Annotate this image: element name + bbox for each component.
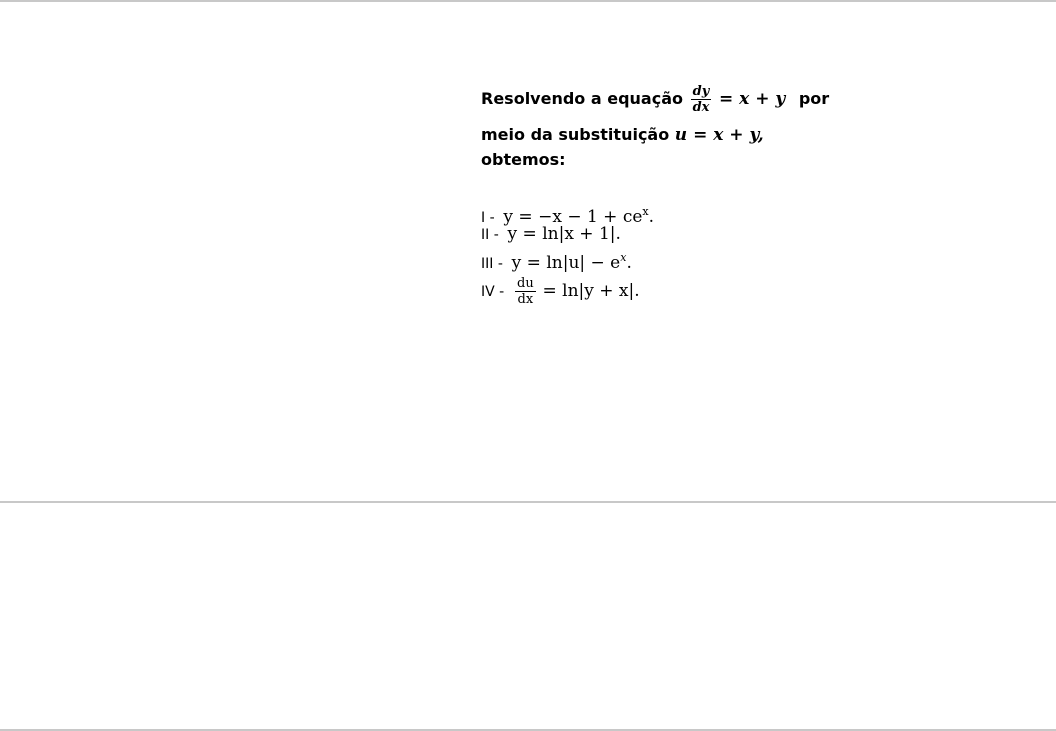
intro-prefix: Resolvendo a equação [481, 89, 683, 108]
question-line-2 [481, 122, 901, 148]
question-block [481, 76, 901, 313]
option-expression-main: y = ln|u| − e [511, 253, 621, 273]
option-exponent: x [642, 205, 649, 218]
equation-rhs: = x + y [719, 89, 786, 109]
option-iii [481, 246, 901, 273]
option-label: IV - [481, 284, 505, 300]
middle-divider [0, 501, 1056, 503]
du-dx-fraction [515, 276, 536, 307]
substitution-expression: u = x + y, [674, 125, 764, 145]
option-expression-main: y = −x − 1 + ce [503, 207, 643, 227]
substitution-prefix: meio da substituição [481, 125, 670, 144]
dy-dx-fraction [691, 84, 712, 115]
fraction-numerator: dy [691, 84, 712, 100]
fraction-numerator: du [517, 276, 534, 291]
option-ii [481, 223, 901, 246]
option-label: III - [481, 256, 503, 272]
top-divider [0, 0, 1056, 2]
option-expression: y = ln|x + 1|. [507, 224, 621, 244]
fraction-denominator: dx [517, 292, 534, 307]
option-iv [481, 269, 901, 313]
options-list [481, 200, 901, 313]
option-expression-tail: . [626, 253, 632, 273]
option-i [481, 200, 901, 227]
option-label: I - [481, 210, 495, 226]
question-statement [481, 76, 901, 172]
question-line-1 [481, 76, 901, 122]
option-expression: = ln|y + x|. [542, 281, 640, 301]
option-expression-tail: . [648, 207, 655, 227]
fraction-denominator: dx [692, 100, 710, 115]
question-line-3: obtemos: [481, 150, 566, 169]
option-label: II - [481, 227, 499, 243]
option-exponent: x [620, 251, 627, 264]
intro-suffix: por [798, 89, 830, 108]
